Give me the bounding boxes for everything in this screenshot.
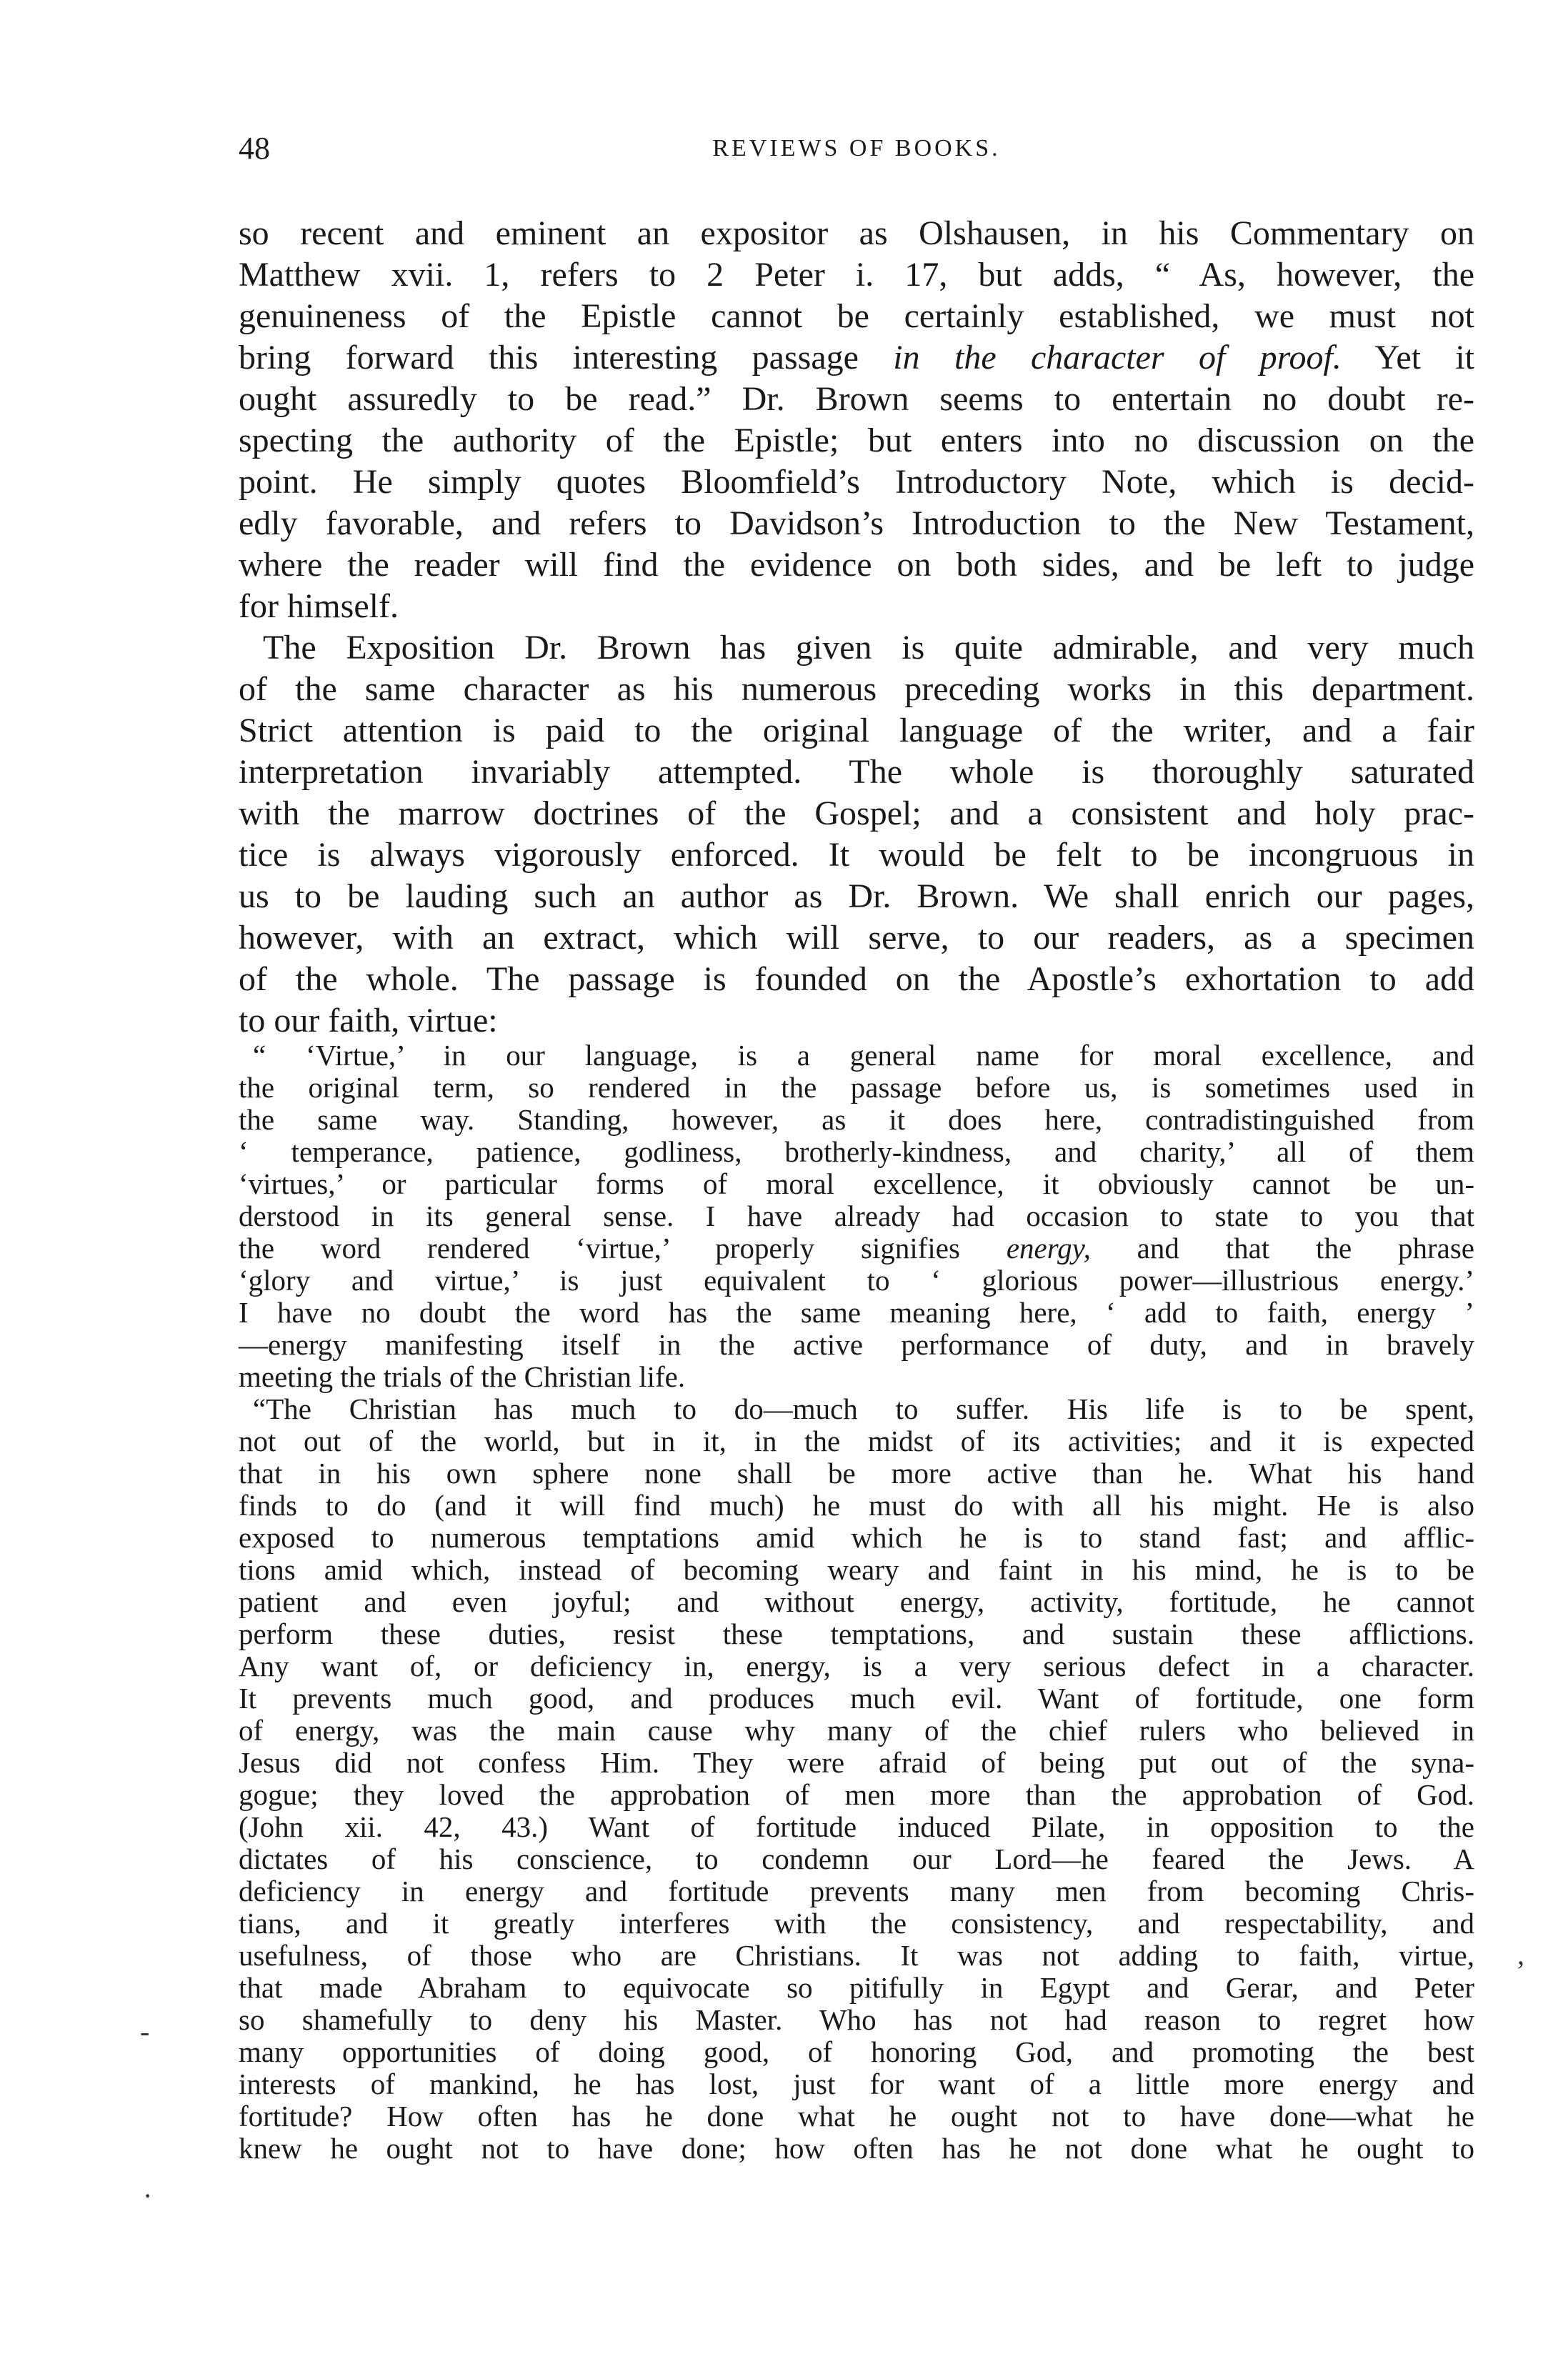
italic-word: energy, [1006, 1232, 1091, 1265]
text-line: bring forward this interesting passage in the character of proof. Yet it [239, 339, 1475, 376]
text-line: Matthew xvii. 1, refers to 2 Peter i. 17, but adds, “ As, however, the [239, 256, 1474, 294]
italic-phrase: in the character of proof. [893, 339, 1342, 376]
text-line: specting the authority of the Epistle; but enters into no discussion on the [239, 422, 1474, 459]
quote-line: derstood in its general sense. I have already had occasion to state to you that [239, 1200, 1474, 1232]
quote-line: perform these duties, resist these temptations, and sustain these afflictions. [239, 1617, 1474, 1650]
quote-line: fortitude? How often has he done what he ought not to have done—what he [239, 2100, 1474, 2133]
text-line: where the reader will find the evidence on both sides, and be left to judge [239, 546, 1474, 584]
quote-line: patient and even joyful; and without energy, activity, fortitude, he cannot [239, 1585, 1474, 1618]
text-line: ought assuredly to be read.” Dr. Brown seems to entertain no doubt re- [239, 380, 1474, 418]
quote-line: ‘virtues,’ or particular forms of moral excellence, it obviously cannot be un- [239, 1167, 1474, 1200]
running-head: REVIEWS OF BOOKS. [712, 135, 1001, 161]
quote-line: Jesus did not confess Him. They were afraid of being put out of the syna- [239, 1746, 1474, 1779]
quote-line: many opportunities of doing good, of honoring God, and promoting the best [239, 2035, 1474, 2068]
margin-dot-mark: · [143, 2180, 153, 2212]
text-line: point. He simply quotes Bloomfield’s Introductory Note, which is decid- [239, 463, 1474, 501]
quote-line: tians, and it greatly interferes with the consistency, and respectability, and [239, 1907, 1474, 1940]
body-text [239, 213, 1474, 1042]
text-line: edly favorable, and refers to Davidson’s Introduction to the New Testament, [239, 504, 1474, 542]
quote-line: not out of the world, but in it, in the midst of its activities; and it is expected [239, 1425, 1474, 1457]
quote-line: ‘ temperance, patience, godliness, brotherly-kindness, and charity,’ all of them [239, 1135, 1474, 1168]
text-line: tice is always vigorously enforced. It would be felt to be incongruous in [239, 836, 1474, 874]
quote-line: exposed to numerous temptations amid which he is to stand fast; and afflic- [239, 1521, 1474, 1554]
quote-line: meeting the trials of the Christian life. [239, 1360, 686, 1393]
quote-line: that made Abraham to equivocate so pitifully in Egypt and Gerar, and Peter [239, 1971, 1474, 2004]
text-line: us to be lauding such an author as Dr. Brown. We shall enrich our pages, [239, 877, 1474, 915]
text-line: interpretation invariably attempted. The whole is thoroughly saturated [239, 753, 1474, 791]
quote-line: “The Christian has much to do—much to suffer. His life is to be spent, [253, 1392, 1474, 1425]
text-line: of the whole. The passage is founded on the Apostle’s exhortation to add [239, 960, 1474, 998]
quote-line: that in his own sphere none shall be more active than he. What his hand [239, 1457, 1474, 1490]
page-number: 48 [239, 131, 270, 166]
text-line: for himself. [239, 587, 399, 625]
quote-line: so shamefully to deny his Master. Who has not had reason to regret how [239, 2003, 1474, 2036]
quote-line: the word rendered ‘virtue,’ properly signifies energy, and that the phrase [239, 1232, 1474, 1265]
quote-line: usefulness, of those who are Christians. It was not adding to faith, virtue, [239, 1939, 1474, 1972]
text-line: genuineness of the Epistle cannot be certainly established, we must not [239, 297, 1474, 335]
quote-line: the original term, so rendered in the passage before us, is sometimes used in [239, 1071, 1474, 1104]
quote-line: dictates of his conscience, to condemn our Lord—he feared the Jews. A [239, 1842, 1474, 1875]
quote-line: (John xii. 42, 43.) Want of fortitude induced Pilate, in opposition to the [239, 1810, 1474, 1843]
quote-line: I have no doubt the word has the same meaning here, ‘ add to faith, energy ’ [239, 1296, 1474, 1329]
quoted-extract [239, 1039, 1474, 2165]
text-line: however, with an extract, which will serve, to our readers, as a specimen [239, 919, 1474, 957]
quote-line: of energy, was the main cause why many of the chief rulers who believed in [239, 1714, 1474, 1747]
quote-line: It prevents much good, and produces much evil. Want of fortitude, one form [239, 1682, 1474, 1715]
quote-line: the same way. Standing, however, as it does here, contradistinguished from [239, 1103, 1474, 1136]
text-line: so recent and eminent an expositor as Olshausen, in his Commentary on [239, 214, 1474, 252]
text-line: to our faith, virtue: [239, 1002, 498, 1039]
quote-line: deficiency in energy and fortitude prevents many men from becoming Chris- [239, 1875, 1474, 1907]
quote-line: interests of mankind, he has lost, just for want of a little more energy and [239, 2068, 1474, 2100]
quote-line: ‘glory and virtue,’ is just equivalent to ‘ glorious power—illustrious energy.’ [239, 1264, 1474, 1297]
margin-dash-mark: - [140, 2015, 150, 2048]
quote-line: gogue; they loved the approbation of men more than the approbation of God. [239, 1778, 1474, 1811]
text-line: Strict attention is paid to the original language of the writer, and a fair [239, 712, 1474, 749]
quote-line: “ ‘Virtue,’ in our language, is a general name for moral excellence, and [253, 1039, 1474, 1072]
quote-line: finds to do (and it will find much) he must do with all his might. He is also [239, 1489, 1474, 1522]
text-line: with the marrow doctrines of the Gospel; and a consistent and holy prac- [239, 794, 1474, 832]
quote-line: tions amid which, instead of becoming weary and faint in his mind, he is to be [239, 1553, 1474, 1586]
quote-line: knew he ought not to have done; how often has he not done what he ought to [239, 2132, 1474, 2165]
text-line: of the same character as his numerous preceding works in this department. [239, 670, 1474, 708]
quote-line: Any want of, or deficiency in, energy, is a very serious defect in a character. [239, 1650, 1474, 1682]
text-line: The Exposition Dr. Brown has given is quite admirable, and very much [263, 629, 1474, 667]
page-header [239, 127, 1474, 170]
margin-tick-mark: ’ [1516, 1955, 1526, 1987]
quote-line: —energy manifesting itself in the active performance of duty, and in bravely [239, 1328, 1474, 1361]
